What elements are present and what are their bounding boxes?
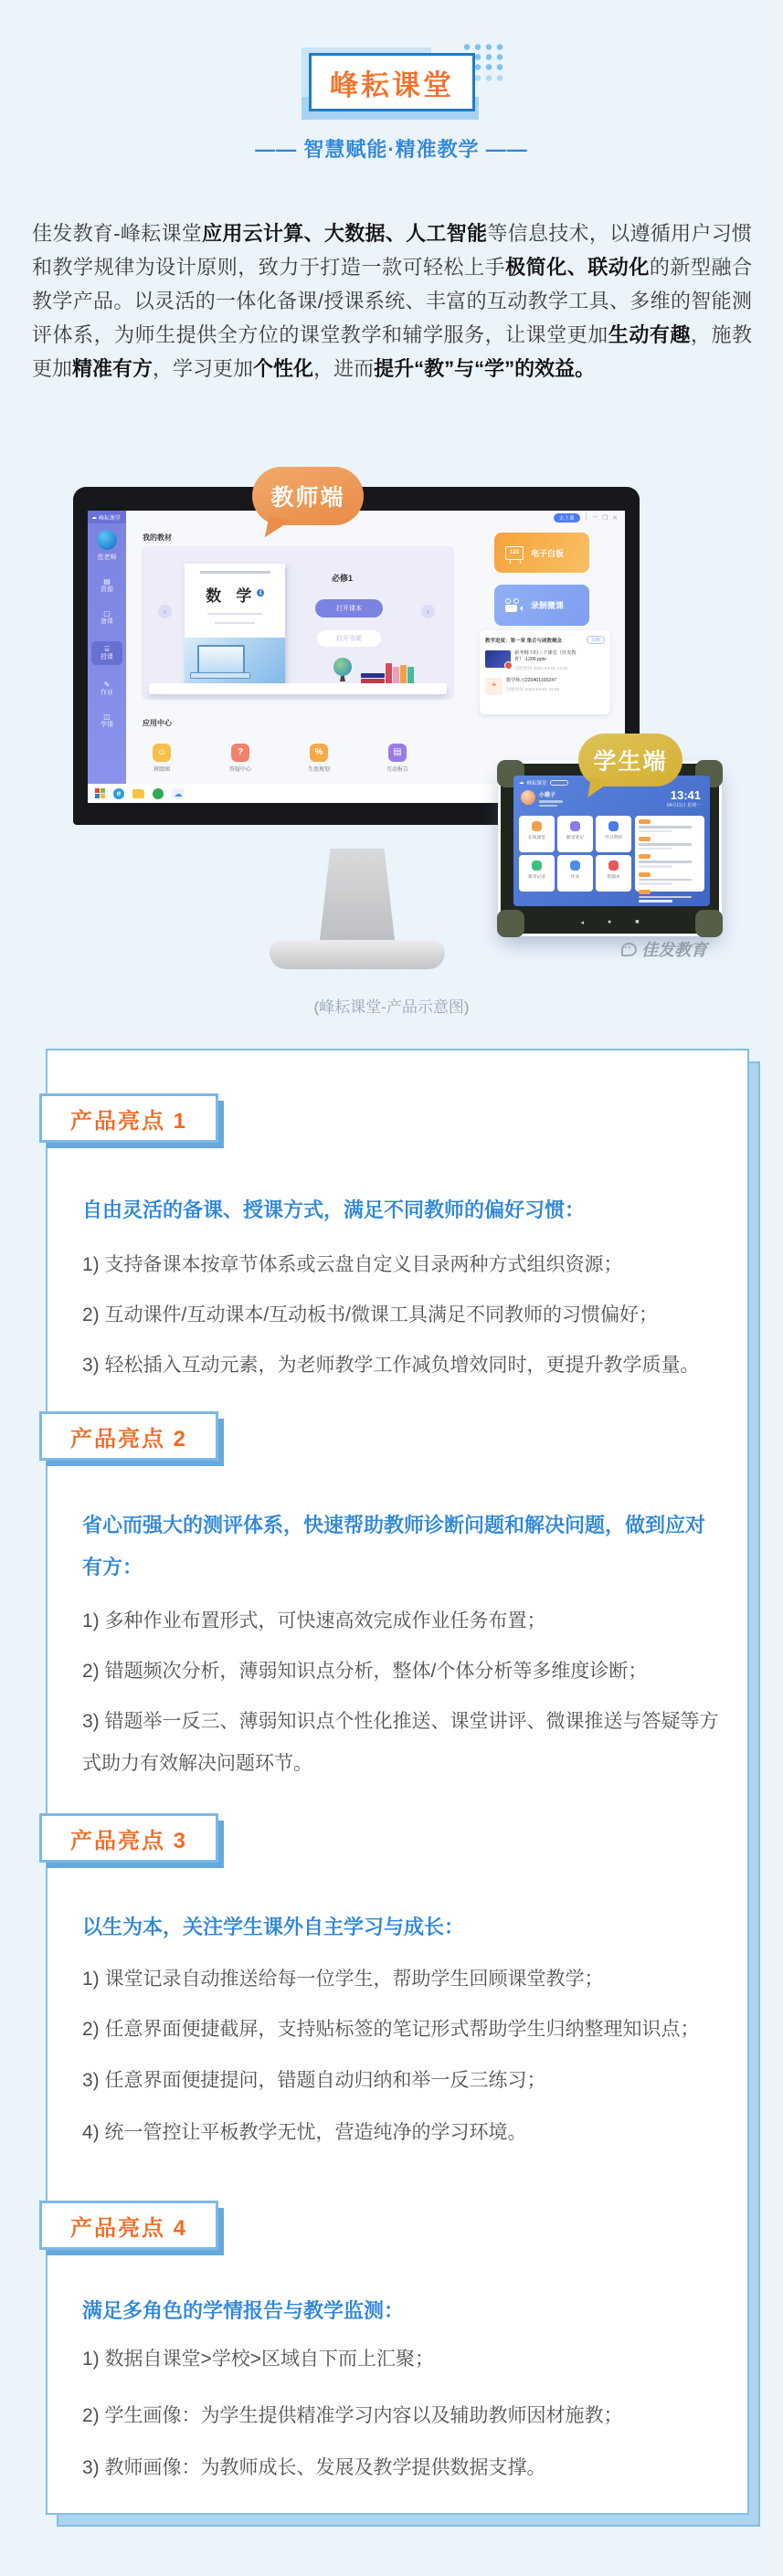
intro-text-segment: ，施教更加: [32, 323, 752, 380]
app-icon-green[interactable]: [153, 788, 164, 799]
student-tile[interactable]: [557, 855, 593, 892]
student-side-label: 学生端: [593, 749, 668, 775]
app-center-item[interactable]: [377, 744, 418, 773]
home-icon[interactable]: ●: [608, 919, 612, 925]
app-center-label: 答疑中心: [228, 767, 251, 773]
task-row[interactable]: [639, 837, 701, 850]
app-center-item[interactable]: [220, 744, 260, 773]
browser-icon[interactable]: e: [113, 788, 124, 799]
watermark-text: 佳发教育: [641, 941, 707, 959]
file-time: 创建时间 2022-04-01 14:32: [514, 667, 568, 671]
whiteboard-icon: 123: [505, 546, 524, 560]
sidebar-item-icon: ✎: [103, 681, 111, 689]
task-line: [639, 879, 692, 882]
highlight-item: 2) 互动课件/互动课本/互动板书/微课工具满足不同教师的习惯偏好；: [82, 1304, 659, 1325]
record-lesson-card[interactable]: [494, 585, 589, 626]
task-line: [639, 865, 672, 868]
go-to-class-button[interactable]: 去上课: [554, 513, 580, 523]
sidebar-item-icon: ◫: [103, 713, 111, 721]
tablet-clock: 13:41: [670, 788, 701, 802]
file-name: 新考纲下的三个课堂（佳发教育）-1209.pptx: [514, 650, 577, 662]
task-line: [639, 826, 692, 829]
file-text: [514, 650, 605, 671]
intro-text-segment: 等信息技术，以遵循用户习惯和教学规律为设计原则，致力于打造一款可轻松上手: [32, 222, 752, 279]
task-tag: [639, 819, 651, 824]
switch-button[interactable]: 切换: [587, 636, 605, 644]
teacher-avatar[interactable]: [97, 530, 117, 550]
task-row[interactable]: [639, 890, 701, 903]
student-tile-icon: [570, 860, 580, 871]
task-line: [639, 882, 672, 885]
intro-text-segment: 极简化、联动化: [505, 256, 650, 279]
cloud-icon: ☁: [91, 514, 97, 521]
restore-icon[interactable]: ❐: [601, 514, 608, 522]
sidebar-item-icon: ▢: [103, 609, 111, 618]
highlight-item: 2) 任意界面便捷截屏，支持贴标签的笔记形式帮助学生归纳整理知识点；: [82, 2019, 700, 2040]
file-name: 数学练习220401100247: [506, 678, 556, 683]
task-line: [639, 848, 672, 850]
student-name: 小雅子: [539, 793, 556, 798]
student-tile-icon: [570, 821, 580, 831]
globe-icon: [333, 658, 352, 676]
shelf: [149, 683, 447, 694]
highlight-heading: 自由灵活的备课、授课方式，满足不同教师的偏好习惯：: [82, 1198, 586, 1221]
task-row[interactable]: [639, 819, 701, 832]
task-line: [639, 830, 672, 833]
task-line: [639, 900, 672, 903]
sidebar-item-2[interactable]: [88, 609, 126, 626]
teacher-side-label: 教师端: [270, 485, 345, 511]
whiteboard-label: 电子白板: [531, 548, 565, 558]
recent-icon[interactable]: ■: [635, 919, 640, 925]
brand-logo-text: 峰耘课堂: [330, 69, 454, 101]
intro-text-segment: 佳发教育-峰耘课堂: [32, 222, 203, 245]
app-center-icon: ▤: [388, 744, 407, 762]
course-label: 必修1: [332, 574, 354, 583]
monitor-stand: [320, 849, 395, 940]
teaching-progress-title: 教学进度：第一章 集合与函数概念: [485, 638, 563, 644]
brand-logo: [309, 53, 475, 111]
student-app-screen: [513, 776, 710, 906]
app-center-label: 生涯规划: [307, 767, 330, 773]
highlight-item: 1) 支持备课本按章节体系或云盘自定义目录两种方式组织资源；: [82, 1254, 623, 1275]
student-tile-label: 课堂记录: [527, 875, 546, 880]
sidebar-item-1[interactable]: [88, 577, 126, 594]
student-tile-label: 作业: [570, 875, 580, 880]
intro-text-segment: ，进而: [313, 357, 375, 380]
cloud-app-icon[interactable]: ☁: [172, 788, 185, 799]
app-center-label: 班级圈: [153, 767, 170, 773]
task-tag: [639, 890, 651, 894]
highlight-item: 1) 多种作业布置形式，可快速高效完成作业任务布置；: [82, 1610, 546, 1631]
intro-text-segment: 的新型融合教学产品。以灵活的一体化备课/授课系统、丰富的互动教学工具、多维的智能测评体系，为师生提供全方位的课堂教学和辅学服务，让课堂更加: [32, 256, 752, 346]
carousel-next-icon[interactable]: ›: [421, 605, 435, 618]
sidebar-item-label: 作业: [101, 690, 113, 696]
minimize-icon[interactable]: ─: [592, 514, 598, 521]
teacher-name: 佳老师: [97, 554, 117, 561]
student-side-bubble: [578, 734, 682, 787]
wechat-mascot-icon: [621, 943, 637, 956]
back-icon[interactable]: ◂: [580, 920, 585, 926]
cloud-icon: ☁: [519, 780, 524, 786]
app-center-icon: %: [310, 744, 328, 762]
camera-icon: [505, 598, 524, 613]
watermark: [621, 937, 707, 961]
windows-start-icon[interactable]: [95, 788, 105, 798]
highlight-item: 3) 轻松插入互动元素，为老师教学工作减负增效同时，更提升教学质量。: [82, 1355, 700, 1376]
task-line: [639, 843, 692, 846]
highlight-heading: 以生为本，关注学生课外自主学习与成长：: [82, 1916, 465, 1938]
textbook-cover[interactable]: 数 学 $^1$: [185, 564, 285, 685]
highlight-heading: 省心而强大的测评体系，快速帮助教师诊断问题和解决问题，做到应对有方：: [82, 1514, 706, 1578]
window-divider: │: [584, 514, 588, 521]
task-row[interactable]: [639, 872, 701, 885]
task-line: [639, 860, 692, 863]
app-center-icon: ?: [231, 744, 249, 762]
tagline: —— 智慧赋能·精准教学 ——: [255, 138, 528, 161]
student-tile-icon: [608, 860, 619, 871]
tablet-nav-bar: [501, 919, 719, 926]
file-time: 创建时间 2022-04-01 15:05: [506, 688, 560, 692]
task-tag: [639, 837, 651, 841]
highlight-heading: 满足多角色的学情报告与教学监测：: [82, 2299, 405, 2322]
my-textbooks-title: 我的教材: [143, 533, 172, 542]
student-tile-label: 错题本: [607, 875, 620, 880]
student-tile-label: 学习资料: [604, 836, 623, 840]
student-tile[interactable]: [519, 855, 555, 892]
intro-text-segment: 应用云计算、大数据、人工智能: [202, 222, 488, 245]
tablet-date: 04月11日 星期一: [666, 803, 701, 808]
highlight-item: 1) 课堂记录自动推送给每一位学生，帮助学生回顾课堂教学；: [82, 1969, 604, 1990]
app-center-icon: ☺: [153, 744, 171, 762]
ppt-thumbnail: [485, 650, 511, 668]
textbook-carousel: [142, 546, 454, 700]
teacher-app-topbar: [126, 511, 625, 524]
highlight-item: 3) 任意界面便捷提问，错题自动归纳和举一反三练习；: [82, 2070, 546, 2091]
status-pill: [550, 780, 568, 786]
student-task-list: [635, 816, 704, 892]
teacher-app-logo: [88, 511, 126, 523]
teacher-app-name: 峰耘课堂: [99, 515, 122, 522]
task-tag: [639, 854, 651, 859]
student-tile-icon: [532, 860, 542, 871]
student-tile-icon: [532, 821, 542, 831]
open-textbook-button[interactable]: 打开课本: [315, 599, 383, 618]
teacher-app-sidebar: [88, 511, 126, 784]
sidebar-item-label: 资源: [101, 586, 113, 593]
teacher-app-screen: [88, 511, 625, 803]
app-center-item[interactable]: [142, 744, 182, 773]
whiteboard-card[interactable]: [494, 533, 589, 573]
highlight-item: 3) 错题举一反三、薄弱知识点个性化推送、课堂讲评、微课推送与答疑等方式助力有效解决问题环节。: [82, 1711, 719, 1774]
highlights-box: [46, 1049, 749, 2515]
app-center-item[interactable]: [299, 744, 339, 773]
highlight-item: 2) 学生画像：为学生提供精准学习内容以及辅助教师因材施教；: [82, 2405, 623, 2426]
open-bookshelf-button[interactable]: 打开书架: [317, 630, 381, 647]
highlight-item: 3) 教师画像：为教师成长、发展及教学提供数据支撑。: [82, 2457, 546, 2478]
resource-file-row[interactable]: [485, 650, 605, 671]
sidebar-item-3[interactable]: [91, 641, 122, 665]
sidebar-item-5[interactable]: [88, 713, 126, 729]
highlight-badge-4: 产品亮点 4: [39, 2201, 218, 2250]
intro-text-segment: 个性化: [253, 357, 314, 380]
folder-icon[interactable]: [132, 789, 144, 798]
sidebar-item-4[interactable]: [88, 681, 126, 697]
intro-text-segment: ，学习更加: [153, 357, 254, 380]
app-center-label: 互动报告: [386, 767, 408, 773]
intro-paragraph: [32, 216, 752, 385]
record-lesson-label: 录制微课: [531, 601, 565, 610]
intro-text-segment: 精准有方: [72, 357, 153, 380]
student-avatar[interactable]: [521, 790, 535, 805]
sidebar-item-icon: ▤: [103, 577, 111, 586]
student-tile[interactable]: [557, 816, 593, 852]
sidebar-item-label: 学情: [101, 722, 113, 728]
task-tag: [639, 872, 651, 877]
sidebar-item-label: 备课: [101, 618, 113, 625]
monitor-base: [270, 940, 445, 969]
sidebar-item-label: 授课: [101, 654, 113, 660]
intro-text-segment: 生动有趣: [608, 323, 691, 346]
image-caption: (峰耘课堂-产品示意图): [313, 998, 470, 1016]
teaching-progress-panel: [480, 630, 610, 714]
close-icon[interactable]: ✕: [612, 514, 618, 522]
highlight-item: 4) 统一管控让平板教学无忧，营造纯净的学习环境。: [82, 2122, 527, 2143]
task-row[interactable]: [639, 854, 701, 867]
textbook-title: 数 学: [206, 587, 258, 605]
resource-file-row[interactable]: [485, 678, 605, 695]
student-tile[interactable]: [519, 816, 555, 852]
student-tile-label: 随堂笔记: [566, 836, 585, 840]
highlight-item: 1) 数据自课堂>学校>区域自下而上汇聚；: [82, 2349, 435, 2370]
highlight-item: 2) 错题频次分析，薄弱知识点分析，整体/个体分析等多维度诊断；: [82, 1661, 648, 1682]
teacher-app-main: [126, 511, 625, 784]
student-app-name: 峰耘课堂: [526, 781, 547, 787]
highlight-badge-1: 产品亮点 1: [39, 1093, 218, 1143]
student-tile[interactable]: [596, 816, 631, 852]
student-tile-label: 在线课堂: [527, 836, 546, 840]
highlight-badge-2: 产品亮点 2: [39, 1411, 218, 1461]
intro-text-segment: 提升“教”与“学”的效益。: [374, 357, 596, 380]
textbook-cover-art: [185, 638, 285, 685]
file-text: [506, 678, 559, 695]
highlight-badge-3: 产品亮点 3: [39, 1813, 218, 1863]
carousel-prev-icon[interactable]: ‹: [158, 605, 172, 618]
student-tile-icon: [608, 821, 619, 831]
exercise-icon: ❝: [485, 678, 503, 695]
sidebar-item-icon: ⌸: [104, 645, 110, 653]
app-center-title: 应用中心: [143, 719, 172, 727]
student-tile[interactable]: [596, 855, 631, 892]
teacher-side-bubble: [252, 467, 364, 525]
task-line: [639, 896, 692, 899]
